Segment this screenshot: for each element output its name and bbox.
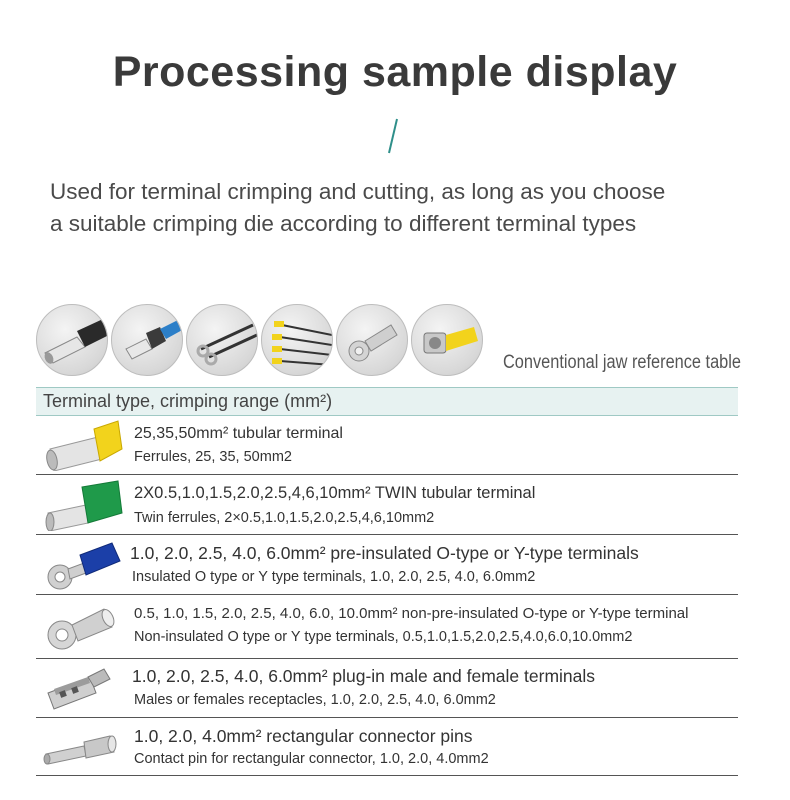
row-title: 2X0.5,1.0,1.5,2.0,2.5,4,6,10mm² TWIN tubular terminal xyxy=(134,484,536,502)
sample-ring-terminals-icon xyxy=(186,304,258,376)
table-row xyxy=(36,475,738,535)
intro-line-2: a suitable crimping die according to different terminal types xyxy=(50,211,637,236)
table-row xyxy=(36,535,738,595)
row-title: 25,35,50mm² tubular terminal xyxy=(134,425,343,442)
connector-pin-icon xyxy=(40,722,124,774)
tubular-terminal-icon xyxy=(40,419,124,471)
row-subtitle: Contact pin for rectangular connector, 1.0, 2.0, 4.0mm2 xyxy=(134,751,489,767)
non-insulated-ring-terminal-icon xyxy=(40,599,124,651)
intro-line-1: Used for terminal crimping and cutting, as long as you choose xyxy=(50,179,666,204)
row-title: 1.0, 2.0, 2.5, 4.0, 6.0mm² pre-insulated O-type or Y-type terminals xyxy=(130,543,639,563)
row-subtitle: Males or females receptacles, 1.0, 2.0, 2.5, 4.0, 6.0mm2 xyxy=(134,692,496,708)
sample-blue-ferrule-icon xyxy=(111,304,183,376)
row-subtitle: Insulated O type or Y type terminals, 1.0, 2.0, 2.5, 4.0, 6.0mm2 xyxy=(132,569,536,585)
row-subtitle: Ferrules, 25, 35, 50mm2 xyxy=(134,449,292,465)
row-subtitle: Non-insulated O type or Y type terminals, 0.5,1.0,1.5,2.0,2.5,4.0,6.0,10.0mm2 xyxy=(134,629,633,645)
row-title: 1.0, 2.0, 2.5, 4.0, 6.0mm² plug-in male and female terminals xyxy=(132,666,596,686)
sample-connector-icon xyxy=(411,304,483,376)
insulated-ring-terminal-icon xyxy=(40,539,124,591)
row-subtitle: Twin ferrules, 2×0.5,1.0,1.5,2.0,2.5,4,6,10mm2 xyxy=(134,510,435,526)
row-title: 0.5, 1.0, 1.5, 2.0, 2.5, 4.0, 6.0, 10.0mm² non-pre-insulated O-type or Y-type terminal xyxy=(134,605,689,622)
sample-wires-icon xyxy=(261,304,333,376)
table-row xyxy=(36,595,738,659)
sample-lug-icon xyxy=(336,304,408,376)
table-header-label: Terminal type, crimping range (mm²) xyxy=(43,391,333,411)
sample-ferrule-icon xyxy=(36,304,108,376)
table-row xyxy=(36,718,738,776)
table-header xyxy=(36,387,738,416)
table-row xyxy=(36,659,738,718)
table-row xyxy=(36,415,738,475)
slash-divider xyxy=(386,116,400,156)
twin-ferrule-icon xyxy=(40,479,124,531)
jaw-reference-caption: Conventional jaw reference table xyxy=(503,352,741,373)
intro-text xyxy=(50,176,750,240)
page-title: Processing sample display xyxy=(112,48,678,96)
row-title: 1.0, 2.0, 4.0mm² rectangular connector pins xyxy=(134,726,473,746)
plug-in-terminal-icon xyxy=(40,663,124,715)
